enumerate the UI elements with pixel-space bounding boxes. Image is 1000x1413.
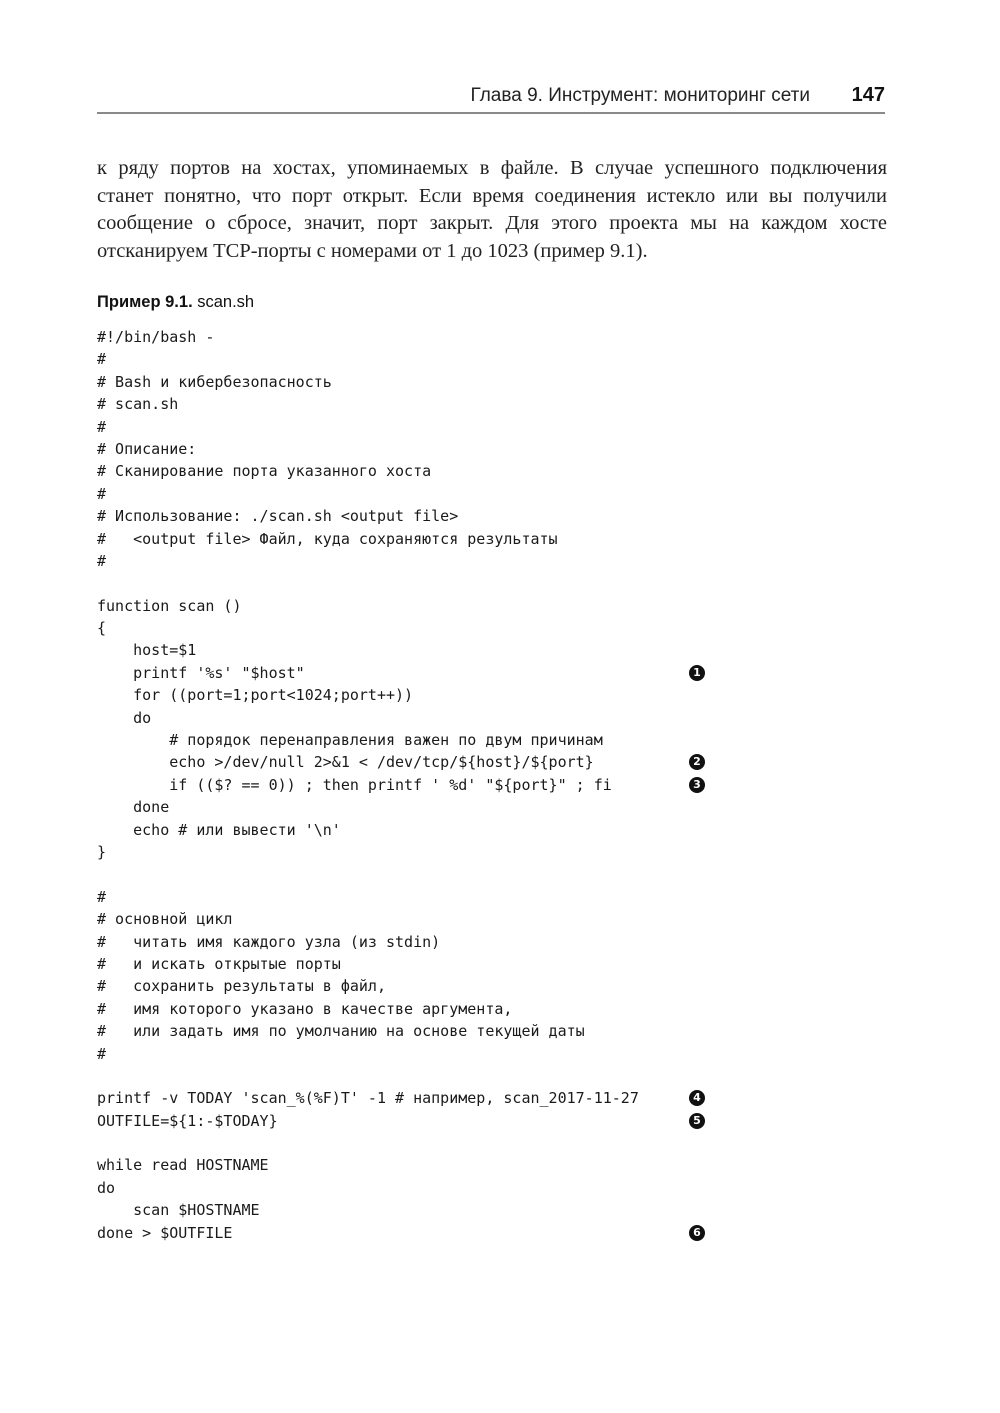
- code-line: [97, 975, 639, 997]
- code-text: # scan.sh: [97, 395, 179, 414]
- code-line: [97, 684, 639, 706]
- code-line: [97, 1154, 639, 1176]
- code-line: [97, 1222, 701, 1244]
- code-line: [97, 326, 639, 348]
- page-number: 147: [851, 84, 885, 106]
- code-line: [97, 348, 639, 370]
- code-text: # Сканирование порта указанного хоста: [97, 462, 432, 481]
- code-text: #: [97, 350, 107, 369]
- code-line: [97, 998, 639, 1020]
- code-line: [97, 1020, 639, 1042]
- code-line: [97, 438, 639, 460]
- paragraph-line: к ряду портов на хостах, упоминаемых в файле. В случае успешного подключения: [97, 157, 887, 179]
- paragraph-line: станет понятно, что порт открыт. Если время соединения истекло или вы получили: [97, 184, 887, 207]
- code-text: # и искать открытые порты: [97, 954, 341, 973]
- code-line: [97, 505, 639, 527]
- code-line: [97, 707, 639, 729]
- code-text: # Описание:: [97, 439, 197, 458]
- chapter-title: Глава 9. Инструмент: мониторинг сети: [470, 85, 810, 106]
- code-line: [97, 1132, 639, 1154]
- code-text: #!/bin/bash -: [97, 328, 215, 346]
- code-text: echo # или вывести '\n': [97, 820, 341, 839]
- code-line: [97, 662, 701, 684]
- code-line: [97, 863, 639, 885]
- code-text: }: [97, 842, 107, 861]
- code-line: [97, 774, 701, 796]
- body-paragraph: [97, 155, 887, 265]
- callout-marker: 6: [689, 1225, 705, 1241]
- callout-marker: 5: [689, 1113, 705, 1129]
- code-text: for ((port=1;port<1024;port++)): [97, 686, 414, 705]
- code-text: OUTFILE=${1:-$TODAY}: [97, 1111, 278, 1130]
- code-text: printf -v TODAY 'scan_%(%F)T' -1 # например, scan_2017-11-27: [97, 1089, 639, 1108]
- code-text: do: [97, 708, 152, 727]
- code-line: [97, 483, 639, 505]
- code-text: #: [97, 551, 107, 570]
- code-text: done: [97, 798, 170, 817]
- code-text: do: [97, 1178, 116, 1197]
- code-line: [97, 550, 639, 572]
- code-text: function scan (): [97, 596, 242, 615]
- code-text: host=$1: [97, 641, 197, 660]
- code-text: echo >/dev/null 2>&1 < /dev/tcp/${host}/${port}: [97, 753, 594, 772]
- code-line: [97, 908, 639, 930]
- callout-marker: 2: [689, 754, 705, 770]
- code-line: [97, 416, 639, 438]
- callout-marker: 1: [689, 665, 705, 681]
- code-line: [97, 371, 639, 393]
- code-text: # Bash и кибербезопасность: [97, 372, 332, 391]
- code-line: [97, 639, 639, 661]
- code-line: [97, 729, 639, 751]
- code-text: #: [97, 887, 107, 906]
- code-text: # основной цикл: [97, 910, 233, 929]
- code-line: [97, 1043, 639, 1065]
- code-line: [97, 528, 639, 550]
- code-line: [97, 595, 639, 617]
- code-line: [97, 393, 639, 415]
- code-line: [97, 1065, 639, 1087]
- code-text: # читать имя каждого узла (из stdin): [97, 932, 441, 951]
- code-line: [97, 1177, 639, 1199]
- code-text: #: [97, 417, 107, 436]
- code-line: [97, 751, 701, 773]
- code-text: printf '%s' "$host": [97, 663, 305, 682]
- code-text: # порядок перенаправления важен по двум причинам: [97, 731, 603, 750]
- code-text: # сохранить результаты в файл,: [97, 977, 386, 996]
- code-line: [97, 931, 639, 953]
- paragraph-line: отсканируем TCP-порты с номерами от 1 до 1023 (пример 9.1).: [97, 239, 648, 262]
- code-text: scan $HOSTNAME: [97, 1201, 260, 1220]
- code-text: # или задать имя по умолчанию на основе текущей даты: [97, 1022, 585, 1041]
- code-text: #: [97, 484, 107, 503]
- paragraph-line: сообщение о сбросе, значит, порт закрыт. Для этого проекта мы на каждом хосте: [97, 212, 887, 234]
- code-line: [97, 572, 639, 594]
- code-line: [97, 796, 639, 818]
- code-line: [97, 819, 639, 841]
- callout-marker: 3: [689, 777, 705, 793]
- code-line: [97, 841, 639, 863]
- code-text: # <output file> Файл, куда сохраняются результаты: [97, 529, 558, 548]
- code-line: [97, 1199, 639, 1221]
- example-filename: scan.sh: [197, 293, 255, 311]
- example-caption: [97, 293, 254, 312]
- code-line: [97, 1087, 701, 1109]
- code-line: [97, 886, 639, 908]
- code-text: # имя которого указано в качестве аргумента,: [97, 999, 513, 1018]
- code-line: [97, 460, 639, 482]
- code-text: done > $OUTFILE: [97, 1223, 233, 1242]
- code-text: # Использование: ./scan.sh <output file>: [97, 507, 459, 526]
- code-line: [97, 617, 639, 639]
- code-line: [97, 1110, 701, 1132]
- code-listing: [97, 326, 701, 1244]
- code-text: {: [97, 619, 107, 638]
- code-text: while read HOSTNAME: [97, 1156, 269, 1175]
- callout-marker: 4: [689, 1090, 705, 1106]
- code-line: [97, 953, 639, 975]
- page-header: [97, 82, 885, 114]
- example-label: Пример 9.1.: [97, 293, 193, 311]
- code-text: if (($? == 0)) ; then printf ' %d' "${port}" ; fi: [97, 775, 612, 794]
- code-text: #: [97, 1044, 107, 1063]
